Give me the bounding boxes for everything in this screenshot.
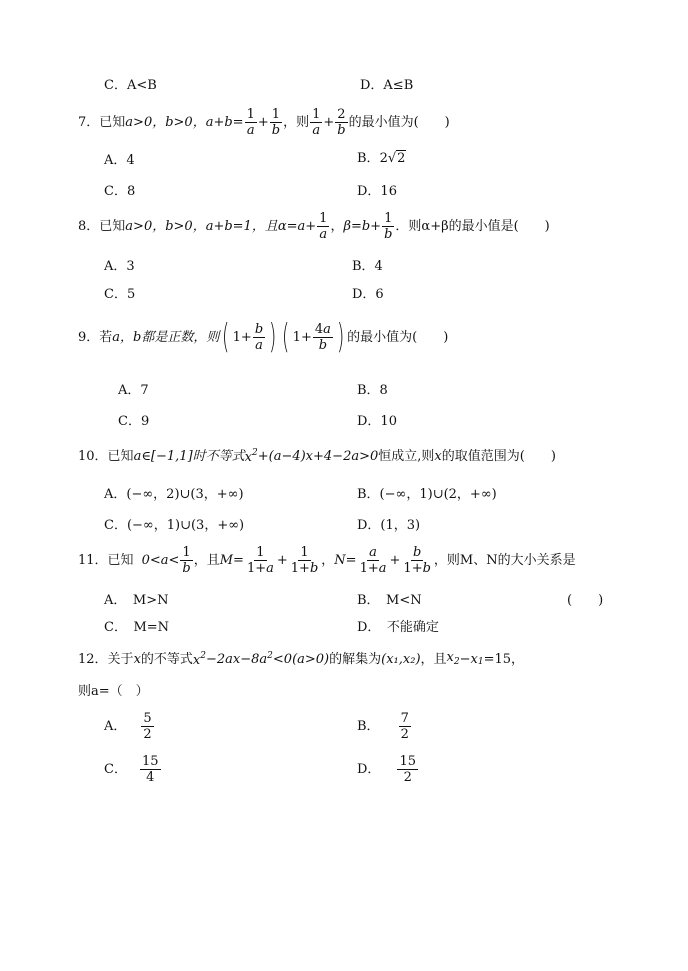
q10-expression: +(a−4)x+4−2a>0 xyxy=(257,449,379,464)
q11-n: N= xyxy=(334,553,357,568)
question-12: 12． 关于 x 的不等式 $x^2$ −2ax−8a $^2$ <0(a>0) 的解集为 (x₁,x₂) ，且 $x_2$ −x $_1$ =15， xyxy=(78,650,525,668)
q6-option-c: C．A<B xyxy=(104,78,157,93)
q11-m: M= xyxy=(219,553,244,568)
q7-number: 7． xyxy=(78,115,100,130)
q7-option-c: C．8 xyxy=(104,184,136,199)
q10-option-b: B．(−∞，1)∪(2，+∞) xyxy=(357,487,497,502)
q12-mid3: ，且 xyxy=(420,651,447,667)
q8-tail: 的最小值是( ) xyxy=(448,219,550,234)
question-9: 9． 若 a，b都是正数，则 ( 1+ $\frac{b}{a}$ ) ( 1+ $\frac{4a}{b}$ ) 的最小值为( ) xyxy=(78,317,449,357)
q12-line-2: 则a=（ ） xyxy=(78,684,149,699)
q12-option-d-fraction: $\frac{15}{2}$ xyxy=(399,754,416,785)
q8-option-c: C．5 xyxy=(104,287,136,302)
q12-cond: −x xyxy=(459,651,478,667)
q10-number: 10． xyxy=(78,449,108,464)
q7-option-a: A．4 xyxy=(104,153,135,168)
question-7: 7． 已知 a>0，b>0，a+b= $\frac{1}{a}$ + $\frac{1}{b}$ ，则 $\frac{1}{a}$ + $\frac{2}{b}$ 的最小值为( ) xyxy=(78,107,450,138)
q12-expression-2: <0(a>0) xyxy=(272,651,330,667)
q12-option-c-fraction: $\frac{15}{4}$ xyxy=(141,754,159,785)
q9-option-a: A．7 xyxy=(118,383,149,398)
q9-number: 9． xyxy=(78,329,100,345)
q12-cond2: =15， xyxy=(483,651,525,667)
q7-mid: ，则 xyxy=(283,115,310,130)
q7-frac-1-over-a-2: $\frac{1}{a}$ xyxy=(312,107,321,138)
question-11: 11． 已知 0<a< $\frac{1}{b}$ ，且 M= $\frac{1}{1+a}$ + $\frac{1}{1+b}$ ， N= $\frac{a}{1+a}$ + $\frac{b}{1+b}$ ，则M、N的大小关系是 xyxy=(78,545,576,576)
q11-frac-1-over-1-plus-a: $\frac{1}{1+a}$ xyxy=(246,545,274,576)
q10-option-a: A．(−∞，2)∪(3，+∞) xyxy=(104,487,244,502)
q12-number: 12． xyxy=(78,651,108,667)
q10-option-c: C．(−∞，1)∪(3，+∞) xyxy=(104,518,245,533)
q11-condition: 0<a< xyxy=(141,553,180,568)
q11-frac-b-over-1-plus-b: $\frac{b}{1+b}$ xyxy=(403,545,431,576)
q10-tail2: 的取值范围为( ) xyxy=(441,449,556,464)
q10-var: x xyxy=(434,449,442,464)
q11-frac-1-over-b: $\frac{1}{b}$ xyxy=(182,545,191,576)
q12-option-c: C． $\frac{15}{4}$ xyxy=(104,754,159,785)
q7-frac-1-over-b: $\frac{1}{b}$ xyxy=(271,107,281,138)
q9-option-b: B．8 xyxy=(357,383,388,398)
q8-option-a: A．3 xyxy=(104,259,135,274)
q8-condition: a>0，b>0，a+b=1，且 xyxy=(125,219,278,234)
question-10: 10． 已知 a∈[−1,1]时不等式 $x^2$ +(a−4)x+4−2a>0 恒成立,则 x 的取值范围为( ) xyxy=(78,448,556,465)
q11-frac-1-over-1-plus-b: $\frac{1}{1+b}$ xyxy=(290,545,319,576)
q11-frac-a-over-1-plus-a: $\frac{a}{1+a}$ xyxy=(359,545,387,576)
q12-mid: 的不等式 xyxy=(140,651,193,667)
q9-frac-4a-over-b: $\frac{4a}{b}$ xyxy=(314,321,331,353)
q11-tail: ，则M、N的大小关系是 xyxy=(433,553,576,568)
q8-option-d: D．6 xyxy=(352,287,384,302)
q9-frac-b-over-a: $\frac{b}{a}$ xyxy=(254,321,264,353)
q12-var: x xyxy=(133,651,141,667)
q12-expression: −2ax−8a xyxy=(206,651,268,667)
q8-number: 8． xyxy=(78,219,100,234)
q8-option-b: B．4 xyxy=(352,259,383,274)
q9-condition: a，b都是正数，则 xyxy=(112,329,220,345)
q8-frac-1-over-a: $\frac{1}{a}$ xyxy=(319,211,328,242)
q8-lead: 已知 xyxy=(99,219,126,234)
q12-lead: 关于 xyxy=(107,651,134,667)
question-8: 8． 已知 a>0，b>0，a+b=1，且 α =a+ $\frac{1}{a}$ ， β =b+ $\frac{1}{b}$ ．则 α+β 的最小值是( ) xyxy=(78,211,550,242)
q12-option-a-fraction: $\frac{5}{2}$ xyxy=(143,711,152,742)
q12-mid2: 的解集为 xyxy=(329,651,382,667)
q12-option-d: D． $\frac{15}{2}$ xyxy=(357,754,416,785)
q9-tail: 的最小值为( ) xyxy=(347,329,449,345)
q6-option-d: D．A≤B xyxy=(360,78,414,93)
q11-option-b: B． M<N xyxy=(357,593,422,608)
q11-option-d: D． 不能确定 xyxy=(357,620,439,635)
q8-beta: β xyxy=(343,219,351,234)
q12-option-b: B． $\frac{7}{2}$ xyxy=(357,711,409,742)
q7-lead: 已知 xyxy=(99,115,126,130)
q11-cond2: ，且 xyxy=(193,553,220,568)
q7-tail: 的最小值为( ) xyxy=(348,115,450,130)
q9-option-d: D．10 xyxy=(357,414,397,429)
q10-tail: 恒成立,则 xyxy=(378,449,435,464)
q11-option-c: C． M=N xyxy=(104,620,170,635)
q10-option-d: D．(1，3) xyxy=(357,518,421,533)
q11-lead: 已知 xyxy=(107,553,134,568)
q7-frac-1-over-a: $\frac{1}{a}$ xyxy=(246,107,255,138)
q8-target: α+β xyxy=(421,219,449,234)
q9-option-c: C．9 xyxy=(118,414,150,429)
q7-option-b: B．2√2 xyxy=(357,151,406,166)
q12-set: (x₁,x₂) xyxy=(381,651,421,667)
q12-option-a: A． $\frac{5}{2}$ xyxy=(104,711,152,742)
q11-option-a: A． M>N xyxy=(104,593,169,608)
q11-answer-bracket: ( ) xyxy=(567,593,604,608)
q8-frac-1-over-b: $\frac{1}{b}$ xyxy=(384,211,393,242)
q10-condition: a∈[−1,1]时不等式 xyxy=(133,449,245,464)
q10-lead: 已知 xyxy=(107,449,134,464)
q7-condition: a>0，b>0，a+b= xyxy=(125,115,244,130)
q11-number: 11． xyxy=(78,553,108,568)
q7-option-d: D．16 xyxy=(357,184,397,199)
q8-dot: ．则 xyxy=(395,219,422,234)
q12-option-b-fraction: $\frac{7}{2}$ xyxy=(400,711,409,742)
q9-lead: 若 xyxy=(99,329,113,345)
q8-alpha: α xyxy=(277,219,287,234)
q7-frac-2-over-b: $\frac{2}{b}$ xyxy=(337,107,346,138)
